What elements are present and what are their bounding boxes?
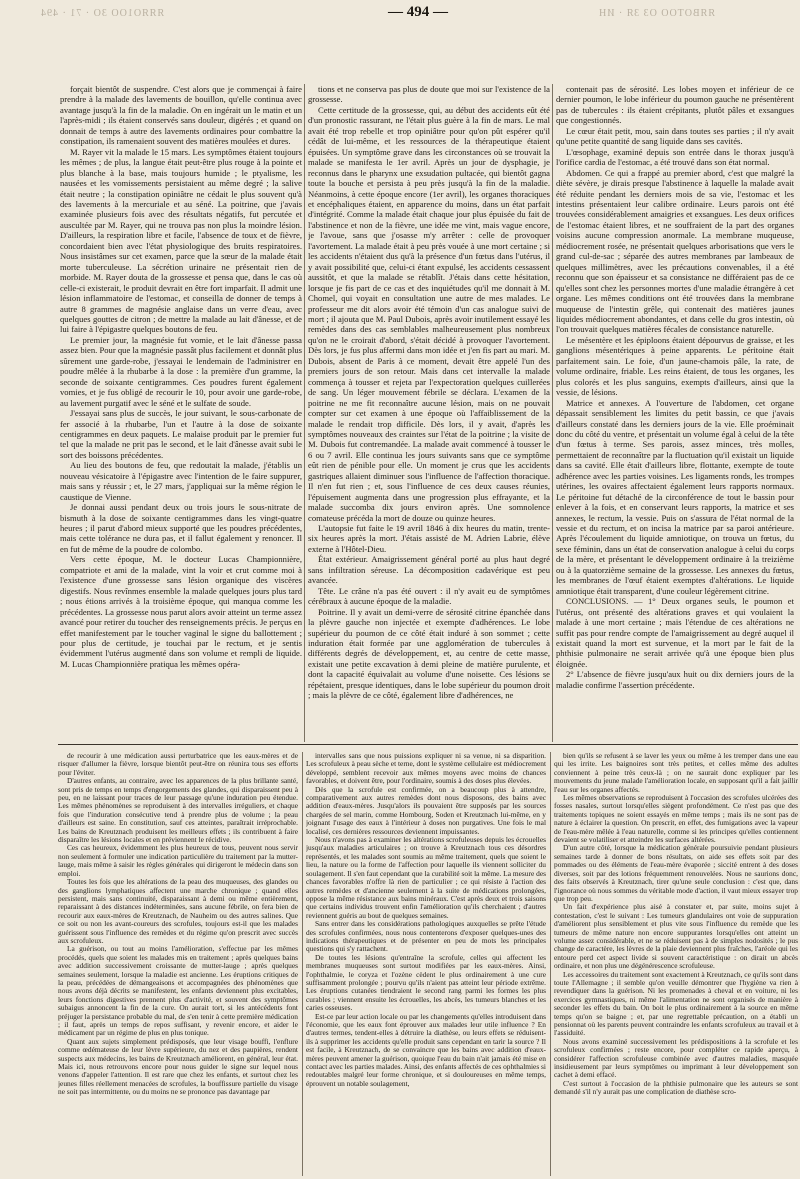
paragraph: Vers cette époque, M. le docteur Lucas Championnière, compatriote et ami de la malade, vint la voir et crut comme moi à l'existence d'une grossesse sans lésion organique des viscères digestifs. Nous revînmes ensemble la malade quelques jours plus tard ; nous étions arrivés à la troisième époque, qui manqua comme les précédentes. La grossesse nous parut alors avoir atteint un terme assez avancé pour retirer du toucher des renseignements précis. Je perçus en effet manifestement par le toucher vaginal le signe du ballottement ; pour plus de certitude, je touchai par le rectum, et je sentis évidemment l'utérus augmenté dans son volume et rempli de liquide. M. Lucas Championnière pratiqua les mêmes opéra- [60,554,302,669]
paragraph: 2° L'absence de fièvre jusqu'aux huit ou dix derniers jours de la maladie confirme l'assertion précédente. [556,669,794,690]
paragraph: Ces cas heureux, évidemment les plus heureux de tous, peuvent nous servir non seulement à formuler une indication particulière du traitement par la mutter-lauge, mais même à saisir les règles générales qui dirigeront le médecin dans son emploi. [58,843,298,878]
column-divider [550,752,551,1176]
paragraph: Le cœur était petit, mou, sain dans toutes ses parties ; il n'y avait qu'une petite quantité de sang liquide dans ses cavités. [556,125,794,147]
paragraph: M. Rayer vit la malade le 15 mars. Les symptômes étaient toujours les mêmes ; de plus, la langue était peut-être plus rouge à la pointe et plus blanche à la base, mais toujours humide ; le ptyalisme, les nausées et les vomissements persistaient au même degré ; la salive était neutre ; la constipation opiniâtre ne cédait le plus souvent qu'à des lavements à la mercuriale et au séné. La poitrine, que j'avais examinée plusieurs fois avec des résultats négatifs, fut percutée et auscultée par M. Rayer, qui ne trouva pas non plus la moindre lésion. D'ailleurs, la respiration libre et facile, l'absence de toux et de fièvre, concordaient bien avec l'état physiologique des bruits respiratoires. Nous insistâmes sur cet examen, parce que la sœur de la malade était morte tuberculeuse. La sécrétion urinaire ne présentait rien de morbide. M. Rayer douta de la grossesse et pensa que, dans le cas où celle-ci existerait, le produit devrait en être fort imparfait. Il admit une lésion inflammatoire de l'estomac, et conseilla de donner de temps à autre 8 grammes de magnésie anglaise dans un verre d'eau, avec quelques gouttes de citron ; de mettre la malade au lait d'ânesse, et de lui faire à l'épigastre quelques boutons de feu. [60,146,302,335]
paragraph: Nous avons examiné successivement les prédispositions à la scrofule et les scrofuleux confirmées ; reste encore, pour compléter ce rapide aperçu, à considérer l'affection scrofuleuse combinée avec d'autres maladies, masquée insidieusement par leurs symptômes ou imprimant à leur développement son cachet à demi effacé. [554,1036,798,1080]
lower-column-1 [58,752,298,1176]
paragraph: Le mésentère et les épiploons étaient dépourvus de graisse, et les ganglions mésentériques à peine apparents. Le péritoine était parfaitement sain. Le foie, d'un jaune-chamois pâle, la rate, de volume ordinaire, friable. Les reins étaient, de tous les organes, les plus colorés et les plus sanguins, exempts d'ailleurs, ainsi que la vessie, de lésions. [556,334,794,398]
paragraph: Abdomen. Ce qui a frappé au premier abord, c'est que malgré la diète sévère, je dirais presque l'abstinence à laquelle la malade avait été réduite pendant les derniers mois de sa vie, l'estomac et les intestins présentaient leur calibre ordinaire. Leurs parois ont été trouvées considérablement amaigries et exsangues. Les deux orifices de l'estomac étaient libres, et ne souffraient de la part des organes voisins aucune compression anormale. La membrane muqueuse, médiocrement rosée, ne présentait quelques arborisations que vers le grand cul-de-sac ; séparée des autres membranes par lambeaux de quelques millimètres, avec les précautions convenables, il a été reconnu que son épaisseur et sa consistance ne différaient pas de ce qu'elles sont chez les personnes mortes d'une maladie étrangère à cet organe. Les mêmes conditions ont été trouvées dans la membrane muqueuse de l'intestin grêle, qui contenait des matières jaunes liquides médiocrement abondantes, et dans celle du gros intestin, où l'on trouvait quelques matières fécales de consistance naturelle. [556,167,794,335]
section-divider-rule [58,744,798,745]
paragraph: Au lieu des boutons de feu, que redoutait la malade, j'établis un nouveau vésicatoire à l'épigastre avec l'intention de le faire suppurer, mais sans y réussir ; et, le 27 mars, j'appliquai sur la même région le caustique de Vienne. [60,460,302,502]
paragraph: Poitrine. Il y avait un demi-verre de sérosité citrine épanchée dans la plèvre gauche non injectée et exempte d'adhérences. Le lobe supérieur du poumon de ce côté était induré à son sommet ; cette induration était formée par une agglomération de tubercules à différents degrés de développement, et, au centre de cette masse, existait une petite excavation à demi pleine de matière purulente, et dont la capacité équivalait au volume d'une noisette. Ces lésions se répétaient, presque identiques, dans le lobe supérieur du poumon droit ; mais la plèvre de ce côté, également libre d'adhérences, ne [308,606,550,701]
paragraph: Un fait d'expérience plus aisé à constater et, par suite, moins sujet à contestation, c'est le suivant : Les tumeurs glandulaires ont voie de suppuration d'améliorent plus sensiblement et plus vite sous l'influence du remède que les tumeurs de même nature non encore suppurantes lorsqu'elles ont atteint un volume assez considérable, et ne se réduisent pas à de simples nodosités ; le pus change de caractère, les lèvres de la plaie deviennent plus fraîches, l'aréole qui les entoure perd cet aspect livide si souvent caractéristique : on dirait un abcès ordinaire, et non plus une dégénérescence scrofuleuse. [554,902,798,971]
paragraph: État extérieur. Amaigrissement général porté au plus haut degré sans infiltration séreuse. La décomposition cadavérique est peu avancée. [308,554,550,586]
paragraph: La guérison, ou tout au moins l'amélioration, s'effectue par les mêmes procédés, quels que soient les malades mis en traitement ; après quelques bains avec addition successivement croissante de mutter-lauge ; après quelques semaines seulement, lorsque la maladie est ancienne. Les éruptions critiques de la peau, précédées de démangeaisons et accompagnées des phénomènes que nous avons déjà décrits se manifestent, les enfants deviennent plus excitables, leurs fonctions digestives prennent plus d'activité, et souvent des symptômes subaigus annoncent la fin de la cure. On aurait tort, si les antécédents font préjuger la persistance probable du mal, de s'en tenir à cette première médication ; il faut, après un temps de repos suffisant, y revenir encore, et aider le médicament par un régime de plus en plus tonique. [58,944,298,1038]
paragraph: De toutes les lésions qu'entraîne la scrofule, celles qui affectent les membranes muqueuses sont surtout modifiées par les eaux-mères. Ainsi, l'ophthalmie, le coryza et l'ozène cèdent le plus ordinairement à une cure suffisamment prolongée ; pourvu qu'ils n'aient pas atteint leur période extrême. Les éruptions cutanées tiendraient le second rang parmi les formes les plus curables ; viennent ensuite les écrouelles, les abcès, les tumeurs blanches et les caries osseuses. [306,952,546,1013]
column-divider [552,84,553,742]
paragraph: D'un autre côté, lorsque la médication générale poursuivie pendant plusieurs semaines tarde à donner de bons résultats, on aide ses effets soit par des pommades ou des éléments de l'eau-mère évaporée ; siccité entrent à des doses diverses, soit par des lotions fréquemment renouvelées. Nous ne saurions donc, des faits observés à Kreutznach, tirer qu'une seule conclusion : c'est que, dans l'ignorance où nous sommes du véritable mode d'action, il vaut mieux essayer trop que trop peu. [554,843,798,903]
paragraph: Les mêmes observations se reproduisent à l'occasion des scrofules ulcérées des fosses nasales, surtout lorsqu'elles siègent profondément. Ce n'est pas que des traitements topiques ne soient essayés en même temps ; mais ils ne sont pas de nature à éclairer la question. On prescrit, en effet, des fumigations avec la vapeur de l'eau-mère mêlée à l'eau naturelle, comme si les principes qu'elles contiennent devaient se volatiliser et atteindre les surfaces altérées. [554,793,798,845]
paragraph: Quant aux sujets simplement prédisposés, que leur visage bouffi, l'enflure comme œdémateuse de leur lèvre supérieure, du nez et des paupières, rendent suspects aux médecins, les bains de Kreutznach améliorent, en général, leur état. Mais ici, nous retrouvons encore pour nous guider le signe sur lequel nous venons d'appeler l'attention. Il est rare que chez les enfants, et surtout chez les jeunes filles réellement menacées de scrofules, la bouffissure partielle du visage ne soit pas intermittente, ou du moins ne se prononce pas davantage par [58,1036,298,1097]
paragraph: forçait bientôt de suspendre. C'est alors que je commençai à faire prendre à la malade des lavements de bouillon, qu'elle continua avec avantage jusqu'à la fin de la maladie. On en ingérait un le matin et un l'après-midi ; ils étaient conservés sans douleur, digérés ; et quand on donnait de temps à autre des lavements ordinaires pour combattre la constipation, ils ramenaient souvent des matières moulées et dures. [60,84,302,147]
paragraph: J'essayai sans plus de succès, le jour suivant, le sous-carbonate de fer associé à la rhubarbe, l'un et l'autre à la dose de soixante centigrammes en deux paquets. Le malaise produit par le premier fut tel que la malade ne prit pas le second, et le lait d'ânesse avait subi le sort des boissons précédentes. [60,408,302,460]
paragraph: de recourir à une médication aussi perturbatrice que les eaux-mères et de risquer d'allumer la fièvre, lorsque bientôt peut-être on réunira tous ses efforts pour l'éviter. [58,752,298,777]
page-header [0,2,800,28]
paragraph: Tête. Le crâne n'a pas été ouvert : il n'y avait eu de symptômes cérébraux à aucune époque de la maladie. [308,585,550,607]
paragraph: L'œsophage, examiné depuis son entrée dans le thorax jusqu'à l'orifice cardia de l'estomac, a été trouvé dans son état normal. [556,146,794,168]
paragraph: Dès que la scrofule est confirmée, on a beaucoup plus à attendre, comparativement aux autres remèdes dont nous disposons, des bains avec addition d'eaux-mères. Jusqu'alors ils pouvaient être supposés par les sources chargées de sel marin, comme Hombourg, Soden et Kreutznach lui-même, en y joignant l'usage des eaux à l'intérieur à doses non purgatives. Une fois le mal localisé, ces dernières ressources deviennent impuissantes. [306,784,546,836]
lower-column-3 [554,752,798,1176]
upper-article-section [60,84,795,742]
paragraph: CONCLUSIONS. — 1° Deux organes seuls, le poumon et l'utérus, ont présenté des altérations graves et qui voulaient la malade à une mort certaine ; mais l'étendue de ces altérations ne suffit pas pour rendre compte de l'amaigrissement au degré auquel il existait quand la mort est survenue, et la mort par le fait de la phthisie pulmonaire ne serait arrivée qu'à une époque bien plus éloignée. [556,596,794,669]
column-divider [304,84,305,742]
paragraph: bien qu'ils se refusent à se laver les yeux ou même à les tremper dans une eau qui les irrite. Les baignoires sont très petites, et celles même des adultes conviennent à peine très ceux-là ; on ne saurait donc expliquer par les mouvements du jeune malade l'amélioration locale, en supposant qu'il a fait jaillir l'eau sur les organes affectés. [554,752,798,794]
column-divider [302,752,303,1176]
paragraph: Nous n'avons pas à examiner les altérations scrofuleuses depuis les écrouelles jusqu'aux maladies articulaires ; on trouve à Kreutznach tous ces désordres représentés, et les malades sont soumis au même traitement, quels que soient le lieu, la nature ou la forme de l'affection pour laquelle ils viennent solliciter du soulagement. Il s'en faut cependant que la curabilité soit la même. La mesure des chances favorables n'offre là rien de particulier ; ce qui résiste à l'action des autres remèdes et d'ancienne seulement à la suite de médications prolongées, oppose la même résistance aux bains minéraux. C'est après deux et trois saisons que certains individus trouvent enfin l'amélioration qu'ils cherchaient ; d'autres reviennent guéris au bout de quelques semaines. [306,835,546,920]
page-number: — 494 — [388,4,448,20]
paragraph: C'est surtout à l'occasion de la phthisie pulmonaire que les auteurs se sont demandé s'il n'y aurait pas une complication de diathèse scro- [554,1078,798,1097]
paragraph: Je donnai aussi pendant deux ou trois jours le sous-nitrate de bismuth à la dose de soixante centigrammes dans les vingt-quatre heures ; il parut d'abord mieux supporté que les poudres précédentes, mais cette tolérance ne dura pas, et il fallut également y renoncer. Il en fut de même de la poudre de colombo. [60,502,302,554]
paragraph: D'autres enfants, au contraire, avec les apparences de la plus brillante santé, sont pris de temps en temps d'engorgements des glandes, qui disparaissent peu à peu, en ne laissant pour traces de leur passage qu'une induration peu étendue. Les mêmes phénomènes se reproduisent à des intervalles irréguliers, et chaque fois que l'induration consécutive tend à prendre plus de volume ; la peau d'ailleurs est saine. En constitution, sauf ces atteintes, paraîtrait irréprochable. Les bains de Kreutznach produisent les meilleurs effets ; ils contribuent à faire disparaître les lésions locales et en préviennent le récidive. [58,776,298,845]
paragraph: Matrice et annexes. A l'ouverture de l'abdomen, cet organe dépassait sensiblement les limites du petit bassin, ce que j'avais d'ailleurs constaté dans les derniers jours de la vie. Elle proéminait donc du côté du ventre, et présentait un volume égal à celui de la tête d'un fœtus à terme. Ses parois, assez minces, très molles, permettaient de reconnaître par la fluctuation qu'il existait un liquide dans sa cavité. Elle était d'ailleurs libre, flottante, exempte de toute adhérence avec les parties voisines. Les ligaments ronds, les trompes utérines, les ovaires affectaient également leurs rapports normaux. Le péritoine fut détaché de la circonférence de tout le bassin pour enlever à la fois, et en conservant leurs rapports, la matrice et ses annexes, le rectum, la vessie. Puis on s'assura de l'état normal de la vessie et du rectum, et on incisa la matrice par sa paroi antérieure. Après l'écoulement du liquide amniotique, on trouva un fœtus, du sexe féminin, dans un état de conservation analogue à celui du corps de la mère, et présentant le développement ordinaire à la treizième ou à la quatorzième semaine de la grossesse. Les annexes du fœtus, les membranes de l'œuf étaient exemptes d'altérations. Le liquide amniotique était transparent, d'une couleur légèrement citrine. [556,397,794,596]
bleed-through-text-right: ЯЯВОТОО ОЗ ЗЯ · ИН [598,8,715,19]
upper-column-2 [308,84,550,742]
paragraph: Toutes les fois que les altérations de la peau des muqueuses, des glandes ou des ganglions lymphatiques affectent une marche chronique ; quand elles persistent, mais sans continuité, disparaissant à demi ou même entièrement, reparaissant à des distances indéterminées, sans aucune fébrile, on fera bien de recourir aux eaux-mères de Kreutznach, de Nauheim ou des autres salines. Que ce soit ou non les avant-coureurs des scrofules, toujours est-il que les malades guérissent sous l'influence des remèdes et du régime qu'on prescrit avec succès aux scrofuleux. [58,877,298,945]
lower-column-2 [306,752,546,1176]
paragraph: Cette certitude de la grossesse, qui, au début des accidents eût été d'un pronostic rassurant, ne l'était plus guère à la fin de mars. Le mal avait été trop rebelle et trop opiniâtre pour qu'on pût espérer qu'il cédât de lui-même, et les ressources de la thérapeutique étaient épuisées. Un symptôme grave dans les circonstances où se trouvait la malade se manifesta le 1er avril. Après un jour de dysphagie, je reconnus dans le pharynx une exsudation pultacée, qui bientôt gagna toute la bouche et persista à peu près jusqu'à la fin de la maladie. Néanmoins, à cette époque encore (1er avril), les organes thoraciques et encéphaliques étaient, en apparence du moins, dans un état parfait d'intégrité. Comme la malade était chaque jour plus épuisée du fait de l'abstinence et non de la fièvre, une idée me vint, mais vague encore, je l'avoue, sans que j'osasse m'y arrêter : celle de provoquer l'avortement. La malade était à peu près vouée à une mort certaine ; si les accidents n'étaient dus qu'à la présence d'un fœtus dans l'utérus, il y avait possibilité que, celui-ci étant expulsé, les accidents cessassent aussitôt, et que la malade se rétablît. J'étais dans cette hésitation, lorsque je fis part de ce cas et des inquiétudes qu'il me donnait à M. Chomel, qui voyait en consultation une autre de mes malades. Le professeur me dit alors avoir été témoin d'un cas analogue suivi de mort ; il ajouta que M. Paul Dubois, après avoir inutilement essayé les remèdes dans des cas semblables malheureusement plus nombreux qu'on ne le croirait d'abord, s'était décidé à provoquer l'avortement. Dès lors, je fus plus affermi dans mon idée et j'en fis part au mari. M. Dubois, absent de Paris à ce moment, devait être appelé l'un des premiers jours de son retour. Mais dans cet intervalle la malade commença à tousser et rejeta par l'expectoration quelques cuillerées de sang. Un léger mouvement fébrile se déclara. L'examen de la poitrine ne me fit reconnaître aucune lésion, mais on ne pouvait compter sur cet examen à une époque où l'affaiblissement de la malade le rendait trop difficile. Dès lors, il y avait, d'après les symptômes nouveaux des craintes sur l'état de la poitrine ; la visite de M. Dubois fut contremandée. La malade avait commencé à tousser le 6 ou 7 avril. Elle continua les jours suivants sans que ce symptôme eût rien de pénible pour elle. Un moment je crus que les accidents gastriques allaient diminuer sous l'influence de l'affection thoracique. Il n'en fut rien ; et, sous l'influence de ces deux causes réunies, l'épuisement augmenta dans une progression plus effrayante, et la malade succomba dix jours environ après. Une somnolence comateuse précéda la mort de douze ou quinze heures. [308,104,550,523]
paragraph: tions et ne conserva pas plus de doute que moi sur l'existence de la grossesse. [308,84,550,105]
paragraph: Sans entrer dans les considérations pathologiques auxquelles se prête l'étude des scrofules confirmées, nous nous contenterons d'exposer quelques-unes des indications thérapeutiques et de présenter en peu de mots les principales questions qui s'y rattachent. [306,919,546,954]
paragraph: Est-ce par leur action locale ou par les changements qu'elles introduisent dans l'économie, que les eaux font éprouver aux malades leur utile influence ? En d'autres termes, tendent-elles à détruire la diathèse, ou leurs effets se réduisent-ils à supprimer les accidents qu'elle produit sans cependant en tarir la source ? Il est facile, à Kreutznach, de se convaincre que les bains avec addition d'eaux-mères peuvent amener la guérison, quoique l'eau du bain n'ait jamais été mise en contact avec les parties malades. Ainsi, des enfants affectés de ces ophthalmies si redoutables malgré leur forme chronique, et si douloureuses en même temps, éprouvent un notable soulagement, [306,1011,546,1088]
paragraph: Le premier jour, la magnésie fut vomie, et le lait d'ânesse passa assez bien. Pour que la magnésie passât plus facilement et donnât plus sûrement une garde-robe, j'essayai le lendemain de l'administrer en poudre mêlée à la rhubarbe à la dose : la première d'un gramme, la seconde de soixante centigrammes. Ces poudres furent également vomies, et je fus obligé de recourir le 10, pour avoir une garde-robe, au lavement purgatif avec le séné et le sulfate de soude. [60,334,302,408]
paragraph: intervalles sans que nous puissions expliquer ni sa venue, ni sa disparition. Les scrofuleux à peau sèche et terne, dont le système cellulaire est médiocrement développé, semblent recevoir aux mêmes moyens avec moins de chances favorables, et doivent être, pour l'ordinaire, soumis à des doses plus élevées. [306,752,546,786]
bleed-through-text-left: ЯЯЯО1ОО ЗО · 71 · 494 [40,8,165,19]
paragraph: L'autopsie fut faite le 19 avril 1846 à dix heures du matin, trente-six heures après la mort. J'étais assisté de M. Adrien Labrie, élève externe à l'Hôtel-Dieu. [308,523,550,554]
paragraph: contenait pas de sérosité. Les lobes moyen et inférieur de ce dernier poumon, le lobe inférieur du poumon gauche ne présentèrent pas de tubercules : ils étaient crépitants, plutôt pâles et exsangues que congestionnés. [556,84,794,126]
paragraph: Les accessoires du traitement sont exactement à Kreutznach, ce qu'ils sont dans toute l'Allemagne ; il semble qu'on veuille démontrer que l'hygiène va rien à revendiquer dans la guérison. Ni les promenades à cheval et en voiture, ni les exercices gymnastiques, ni même l'alimentation ne sont organisés de manière à seconder les effets du bain. On boit le plus ordinairement à la source en même temps qu'on se baigne ; et, par une regrettable précaution, on a établi un pensionnat où les parents peuvent contraindre les enfants scrofuleux au travail et à l'assiduité. [554,969,798,1038]
lower-article-section [58,752,798,1176]
upper-column-3 [556,84,794,742]
upper-column-1 [60,84,302,742]
